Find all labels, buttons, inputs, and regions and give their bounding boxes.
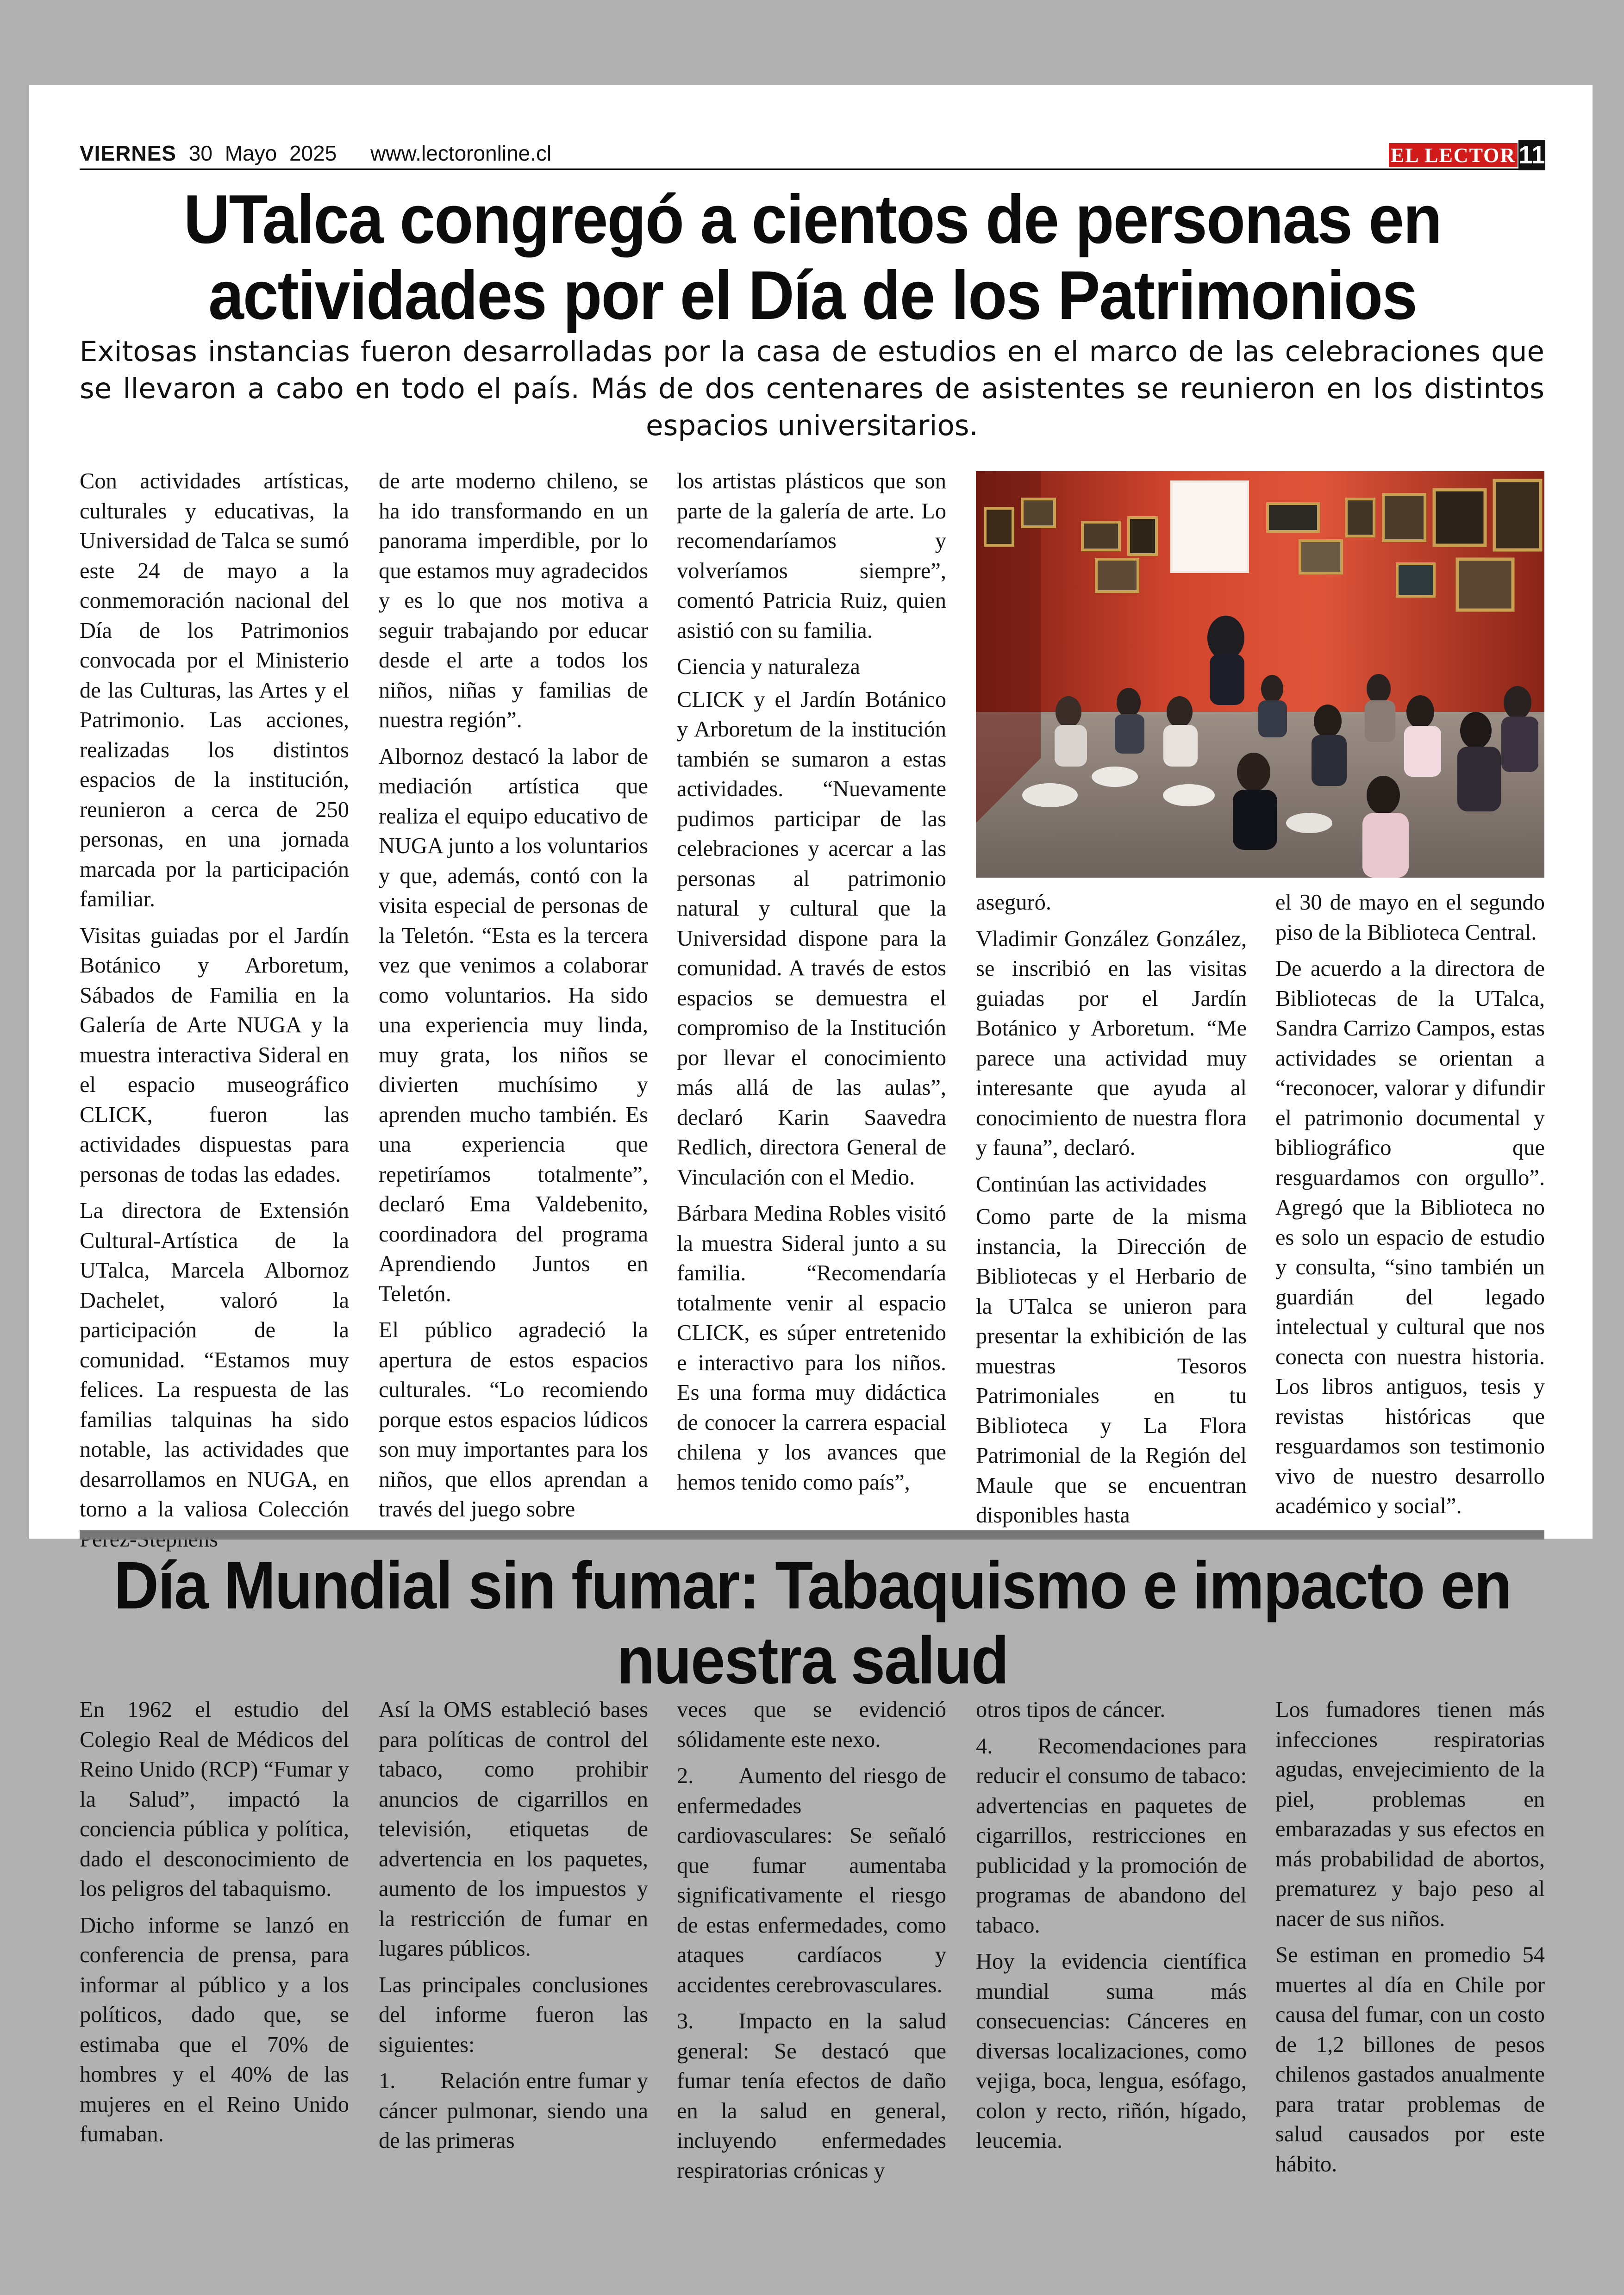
paragraph: de arte moderno chileno, se ha ido transformando en un panorama imperdible, por lo que estamos muy agradecidos y es lo que nos motiva a seguir trabajando por educar desde el arte a todos los niños, niñas y familias de nuestra región”.: [379, 469, 648, 732]
article2-column-4: [976, 1695, 1247, 2163]
article1-column-4: [976, 888, 1247, 1537]
paragraph: De acuerdo a la directora de Bibliotecas de la UTalca, Sandra Carrizo Campos, estas actividades se orientan a “reconocer, valorar y difundir el patrimonio documental y bibliográfico que resguardamos con orgullo”. Agregó que la Biblioteca no es solo un espacio de estudio y consulta, “sino también un guardián del legado intelectual y cultural que nos conecta con nuestra historia. Los libros antiguos, tesis y revistas históricas que resguardamos son testimonio vivo de nuestro desarrollo académico y social”.: [1275, 956, 1545, 1518]
article2-column-5: [1275, 1695, 1545, 2186]
paragraph: La directora de Extensión Cultural-Artística de la UTalca, Marcela Albornoz Dachelet, valoró la participación de la comunidad. “Estamos muy felices. La respuesta de las familias talquinas ha sido notable, las actividades que desarrollamos en NUGA, en torno a la valiosa Colección: [80, 1198, 349, 1522]
article1-photo: [976, 471, 1544, 878]
paragraph: Albornoz destacó la labor de mediación artística que realiza el equipo educativo de NUGA junto a los voluntarios y que, además, contó con la visita especial de personas de la Teletón. “Esta es la tercera vez que venimos a colaborar como voluntarios. Ha sido una experiencia muy linda, muy grata, los niños se divierten muchísimo y aprenden mucho también. Es una experiencia que repetiríamos totalmente”, declaró Ema Valdebenito, coordinadora del programa Aprendiendo Juntos en Teletón.: [379, 744, 648, 1306]
paragraph: 1. Relación entre fumar y cáncer pulmonar, siendo una de las primeras: [379, 2069, 648, 2153]
newspaper-logo: EL LECTOR: [1389, 143, 1518, 167]
paragraph: Hoy la evidencia científica mundial suma más consecuencias: Cánceres en diversas localizaciones, como vejiga, boca, lengua, esófago, colon y recto, riñón, hígado, leucemia.: [976, 1949, 1247, 2153]
article2-column-3: [677, 1695, 946, 2192]
paragraph: Se estiman en promedio 54 muertes al día en Chile por causa del fumar, con un costo de 1,2 billones de pesos chilenos gastados anualmente para tratar problemas de salud causados por este hábito.: [1275, 1943, 1545, 2177]
paragraph: En 1962 el estudio del Colegio Real de Médicos del Reino Unido (RCP) “Fumar y la Salud”, impactó la conciencia pública y política, dado el desconocimiento de los peligros del tabaquismo.: [80, 1697, 349, 1901]
paragraph: El público agradeció la apertura de estos espacios culturales. “Lo recomiendo porque estos espacios lúdicos son muy importantes para los niños, que ellos aprendan a través del juego sobre: [379, 1318, 648, 1522]
article1-column-1: [80, 467, 349, 1561]
site-url[interactable]: www.lectoronline.cl: [370, 141, 552, 165]
paragraph: CLICK y el Jardín Botánico y Arboretum de la institución también se sumaron a estas actividades. “Nuevamente pudimos participar de las celebraciones y acercar a las personas al patrimonio natural y cultural que la Universidad dispone para la comunidad. A través de estos espacios se demuestra el compromiso de la Institución por llevar el conocimiento más allá de las aulas”, declaró Karin Saavedra Redlich, directora General de Vinculación con el Medio.: [677, 687, 946, 1190]
paragraph: Los fumadores tienen más infecciones respiratorias agudas, envejecimiento de la piel, problemas en embarazadas y sus efectos en más probabilidad de abortos, prematurez y bajo peso al nacer de sus niños.: [1275, 1697, 1545, 1931]
issue-day: VIERNES: [80, 141, 176, 165]
paragraph: Vladimir González González, se inscribió en las visitas guiadas por el Jardín Botánico y Arboretum. “Me parece una actividad muy interesante que ayuda al conocimiento de nuestra flora y fauna”, declaró.: [976, 926, 1247, 1160]
article1-column-2: [379, 467, 648, 1531]
page-header: [80, 139, 1544, 171]
paragraph: Como parte de la misma instancia, la Dirección de Bibliotecas y el Herbario de la UTalca se unieron para presentar la exhibición de las muestras Tesoros Patrimoniales en tu Biblioteca y La Flora Patrimonial de la Región del Maule que se encuentran disponibles hasta: [976, 1204, 1247, 1528]
paragraph: el 30 de mayo en el segundo piso de la Biblioteca Central.: [1275, 890, 1545, 945]
paragraph: aseguró.: [976, 890, 1051, 915]
article2-column-1: [80, 1695, 349, 2156]
issue-date-year: 2025: [289, 141, 337, 165]
issue-date: [80, 141, 551, 166]
paragraph: 3. Impacto en la salud general: Se destacó que fumar tenía efectos de daño en la salud en general, incluyendo enfermedades respiratorias crónicas y: [677, 2009, 946, 2183]
paragraph: Dicho informe se lanzó en conferencia de prensa, para informar al público y a los políticos, dado que, se estimaba que el 70% de hombres y el 40% de las mujeres en el Reino Unido fumaban.: [80, 1913, 349, 2146]
gallery-photo-image: [976, 471, 1544, 878]
article1-column-5: [1275, 888, 1545, 1528]
subheading: Continúan las actividades: [976, 1172, 1207, 1197]
subheading: Ciencia y naturaleza: [677, 655, 860, 679]
paragraph: Las principales conclusiones del informe fueron las siguientes:: [379, 1972, 648, 2057]
header-rule: [80, 168, 1544, 170]
article1-lead: Exitosas instancias fueron desarrolladas por la casa de estudios en el marco de las celebraciones que se llevaron a cabo en todo el país. Más de dos centenares de asistentes se reunieron en los distintos espacios universitarios.: [80, 335, 1544, 442]
paragraph: Bárbara Medina Robles visitó la muestra Sideral junto a su familia. “Recomendaría totalmente venir al espacio CLICK, es súper entretenido e interactivo para los niños. Es una forma muy didáctica de conocer la carrera espacial chilena y los avances que hemos tenido como país”,: [677, 1201, 946, 1495]
paragraph: 2. Aumento del riesgo de enfermedades cardiovasculares: Se señaló que fumar aumentaba significativamente el riesgo de estas enfermedades, como ataques cardíacos y accidentes cerebrovasculares.: [677, 1764, 946, 1997]
paragraph: otros tipos de cáncer.: [976, 1697, 1166, 1722]
page-number: 11: [1518, 140, 1545, 170]
paragraph: Con actividades artísticas, culturales y educativas, la Universidad de Talca se sumó este 24 de mayo a la conmemoración nacional del Día de los Patrimonios convocada por el Ministerio de las Culturas, las Artes y el Patrimonio. Las acciones, realizadas los distintos espacios de la institución, reunieron a cerca de 250 personas, en una jornada marcada por la participación familiar.: [80, 469, 349, 911]
article2-column-2: [379, 1695, 648, 2163]
article1-column-3: [677, 467, 946, 1504]
paragraph: 4. Recomendaciones para reducir el consumo de tabaco: advertencias en paquetes de cigarrillos, restricciones en publicidad y la promoción de programas de abandono del tabaco.: [976, 1734, 1247, 1938]
paragraph: Visitas guiadas por el Jardín Botánico y Arboretum, Sábados de Familia en la Galería de Arte NUGA y la muestra interactiva Sideral en el espacio museográfico CLICK, fueron las actividades dispuestas para personas de todas las edades.: [80, 923, 349, 1187]
paragraph: veces que se evidenció sólidamente este nexo.: [677, 1697, 946, 1752]
paragraph: Así la OMS estableció bases para políticas de control del tabaco, como prohibir anuncios de cigarrillos en televisión, etiquetas de advertencia en los paquetes, aumento de los impuestos y la restricción de fumar en lugares públicos.: [379, 1697, 648, 1961]
article2-headline: Día Mundial sin fumar: Tabaquismo e impacto en nuestra salud: [114, 1548, 1511, 1698]
issue-date-month: Mayo: [225, 141, 277, 165]
article1-headline: UTalca congregó a cientos de personas en actividades por el Día de los Patrimonios: [183, 181, 1442, 334]
paragraph: los artistas plásticos que son parte de la galería de arte. Lo recomendaríamos y volveríamos siempre”, comentó Patricia Ruiz, quien asistió con su familia.: [677, 469, 946, 643]
section-divider: [80, 1530, 1544, 1540]
issue-date-day: 30: [188, 141, 212, 165]
